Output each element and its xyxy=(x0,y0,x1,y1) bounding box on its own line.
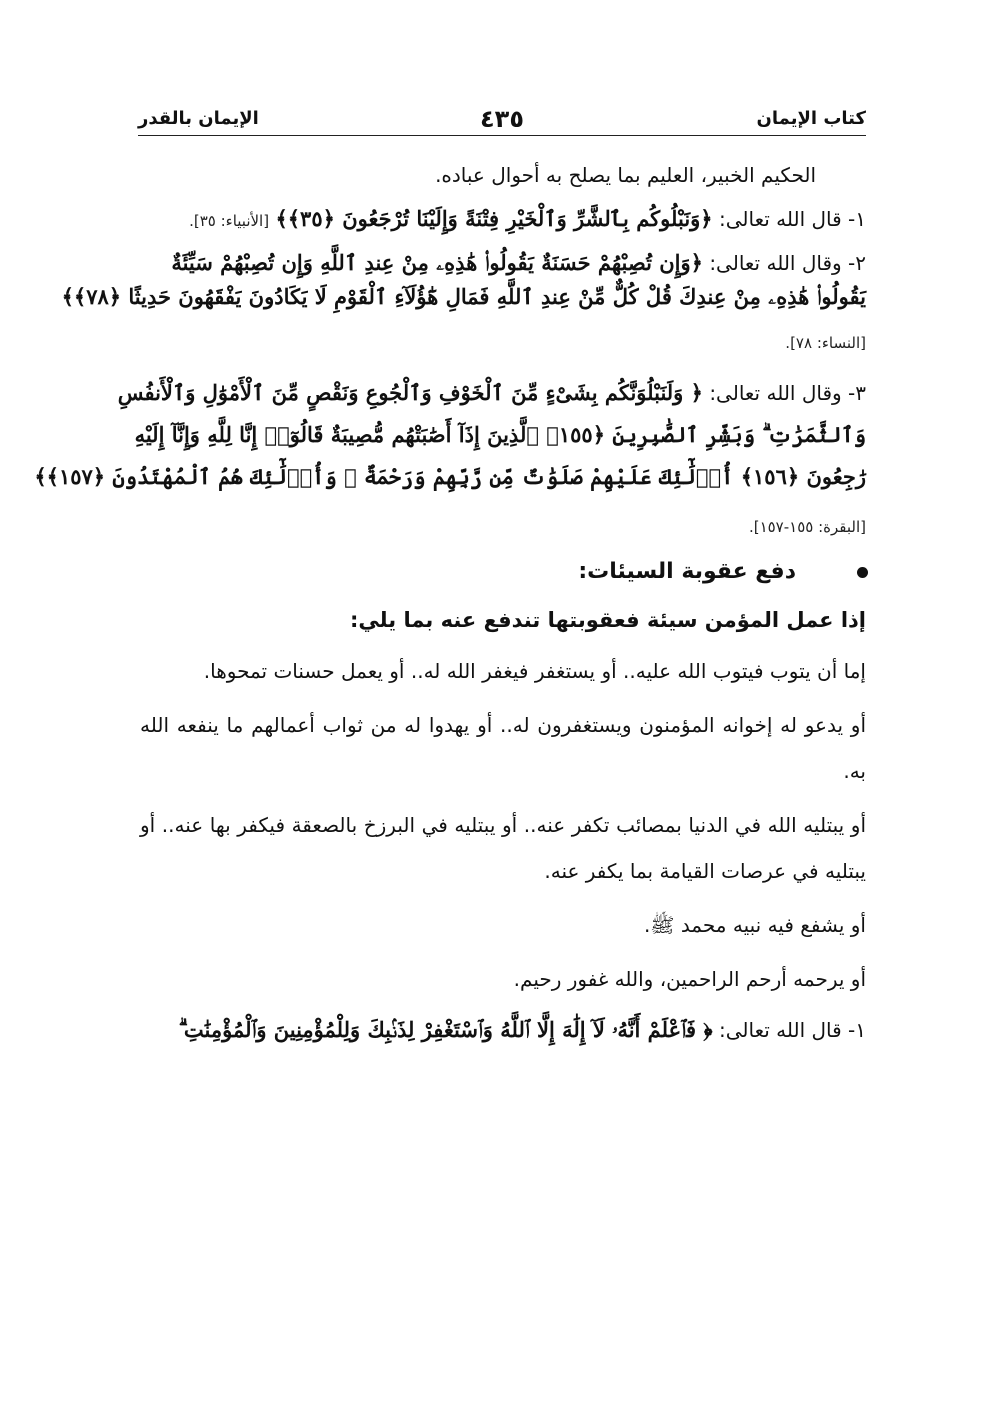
verse-reference: [الأنبياء: ٣٥]. xyxy=(189,212,270,230)
paragraph: إما أن يتوب فيتوب الله عليه.. أو يستغفر فيغفر الله له.. أو يعمل حسنات تمحوها. xyxy=(203,659,866,683)
quote-prefix: ١- قال الله تعالى: xyxy=(718,207,866,231)
verse-text: وَٱلثَّمَرَٰتِ ۗ وَبَشِّرِ ٱلصَّٰبِرِينَ ﴿١٥٥﴾ ٱلَّذِينَ إِذَآ أَصَٰبَتْهُم مُّصِيبَةٌ قَالُوٓا۟ إِنَّا لِلَّهِ وَإِنَّآ إِلَيْهِ xyxy=(134,422,866,447)
running-head xyxy=(138,104,866,134)
quote-prefix: ١- قال الله تعالى: xyxy=(718,1018,866,1042)
quote-line xyxy=(140,246,866,280)
paragraph: أو يدعو له إخوانه المؤمنون ويستغفرون له.. أو يهدوا له من ثواب أعمالهم ما ينفعه الله به. xyxy=(140,713,866,783)
section-heading-text: دفع عقوبة السيئات: xyxy=(578,559,796,584)
verse-reference: [البقرة: ١٥٥-١٥٧]. xyxy=(748,518,866,536)
quote-line xyxy=(61,280,866,314)
verse-reference: [النساء: ٧٨]. xyxy=(785,334,866,352)
subheading: إذا عمل المؤمن سيئة فعقوبتها تندفع عنه بما يلي: xyxy=(350,608,866,632)
quote-item-2 xyxy=(61,246,866,358)
header-rule xyxy=(138,135,866,136)
quote-line xyxy=(34,456,866,498)
quote-item-4 xyxy=(140,1010,866,1050)
paragraph: أو يرحمه أرحم الراحمين، والله غفور رحيم. xyxy=(513,967,866,991)
quote-line xyxy=(140,202,866,236)
quote-prefix: ٢- وقال الله تعالى: xyxy=(709,251,866,275)
verse-text: رَٰجِعُونَ ﴿١٥٦﴾ أُو۟لَٰٓئِكَ عَلَيْهِمْ صَلَوَٰتٌ مِّن رَّبِّهِمْ وَرَحْمَةٌ ۖ وَأُو۟لَٰٓئِكَ هُمُ ٱلْمُهْتَدُونَ ﴿١٥٧﴾﴾ xyxy=(34,464,866,489)
section-heading xyxy=(140,554,866,590)
quote-prefix: ٣- وقال الله تعالى: xyxy=(709,381,866,405)
paragraph: أو يبتليه الله في الدنيا بمصائب تكفر عنه.. أو يبتليه في البرزخ بالصعقة فيكفر بها عنه.. أو يبتليه في عرصات القيامة بما يكفر عنه. xyxy=(140,813,866,883)
verse-text: ﴿وَنَبْلُوكُم بِٱلشَّرِّ وَٱلْخَيْرِ فِتْنَةً وَإِلَيْنَا تُرْجَعُونَ ﴿٣٥﴾﴾ xyxy=(275,206,713,231)
quote-line xyxy=(117,372,866,414)
intro-line: الحكيم الخبير، العليم بما يصلح به أحوال عباده. xyxy=(435,163,816,187)
quote-item-1 xyxy=(140,202,866,236)
page-number: ٤٣٥ xyxy=(480,105,524,133)
paragraph: أو يشفع فيه نبيه محمد ﷺ. xyxy=(643,913,866,937)
chapter-title: الإيمان بالقدر xyxy=(138,108,259,129)
verse-text: يَقُولُوا۟ هَٰذِهِۦ مِنْ عِندِكَ قُلْ كُلٌّ مِّنْ عِندِ ٱللَّهِ فَمَالِ هَٰٓؤُلَآءِ ٱلْقَوْمِ لَا يَكَادُونَ يَفْقَهُونَ حَدِيثًا ﴿٧٨﴾﴾ xyxy=(61,284,866,309)
verse-text: ﴿وَإِن تُصِبْهُمْ حَسَنَةٌ يَقُولُوا۟ هَٰذِهِۦ مِنْ عِندِ ٱللَّهِ وَإِن تُصِبْهُمْ سَيِّئَةٌ xyxy=(171,250,703,275)
quote-line xyxy=(134,414,866,456)
verse-text: ﴿ وَلَنَبْلُوَنَّكُم بِشَىْءٍ مِّنَ ٱلْخَوْفِ وَٱلْجُوعِ وَنَقْصٍ مِّنَ ٱلْأَمْوَٰلِ وَٱلْأَنفُسِ xyxy=(117,380,703,405)
verse-text: ﴿ فَٱعْلَمْ أَنَّهُۥ لَآ إِلَٰهَ إِلَّا ٱللَّهُ وَٱسْتَغْفِرْ لِذَنۢبِكَ وَلِلْمُؤْمِنِينَ وَٱلْمُؤْمِنَٰتِ ۗ xyxy=(178,1017,713,1042)
book-title: كتاب الإيمان xyxy=(756,108,866,129)
bullet-icon xyxy=(857,567,868,578)
quote-item-3 xyxy=(34,372,866,542)
page-body xyxy=(34,158,866,1050)
